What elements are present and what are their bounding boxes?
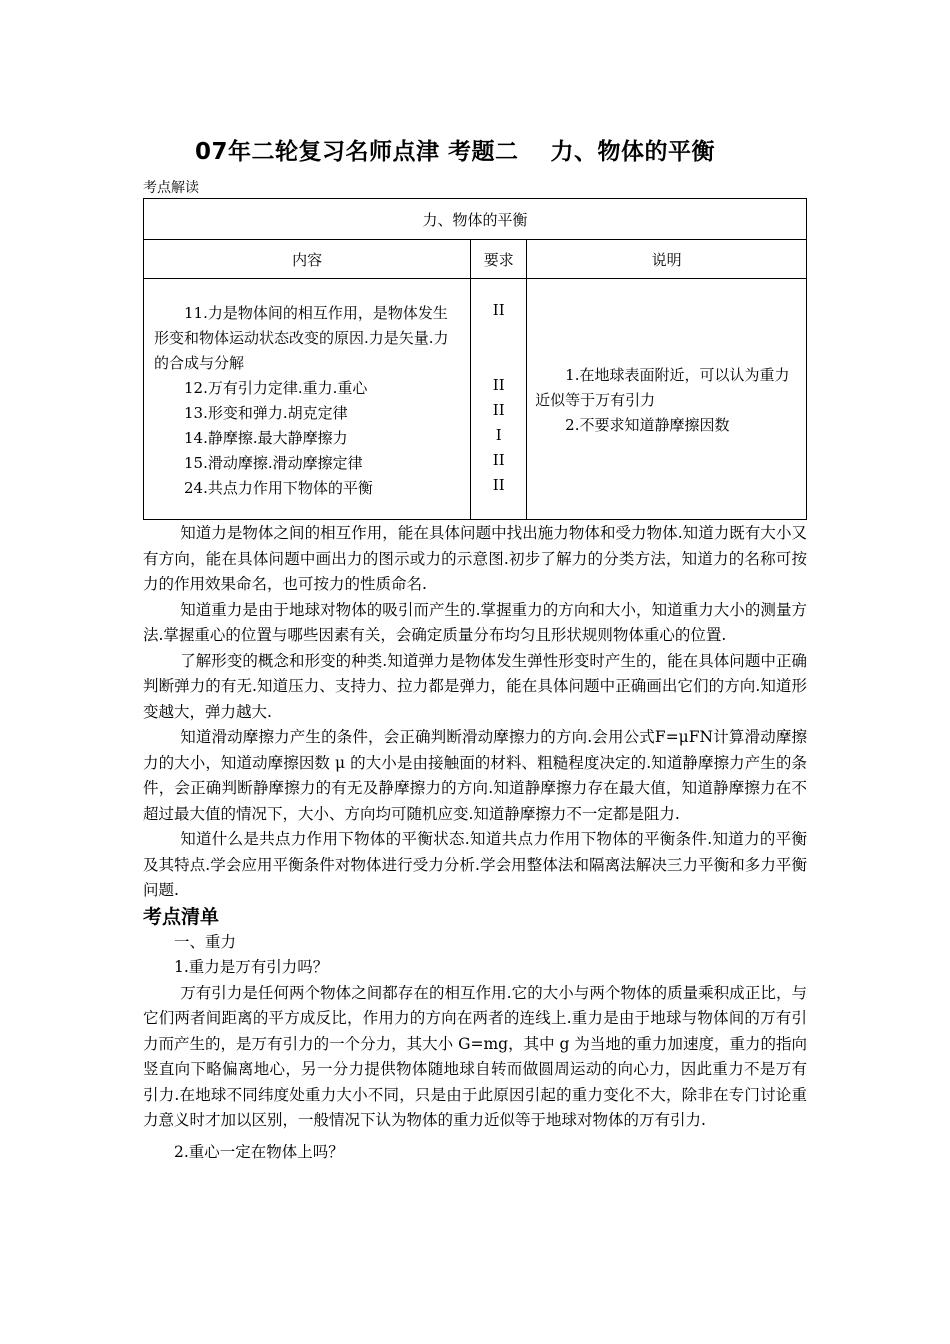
- requirement-level: I: [495, 426, 502, 444]
- content-item: 14.静摩擦.最大静摩擦力: [184, 429, 348, 447]
- checklist-heading: 考点清单: [143, 905, 220, 928]
- requirement-level: II: [492, 476, 505, 494]
- paragraph-friction: 知道滑动摩擦力产生的条件，会正确判断滑动摩擦力的方向.会用公式F=μFN计算滑动摩擦力的大小，知道动摩擦因数 μ 的大小是由接触面的材料、粗糙程度决定的.知道静摩擦力产生的条件，会正确判断静摩擦力的有无及静摩擦力的方向.知道静摩擦力存在最大值，知道静摩擦力在不超过最大值的情况下，大小、方向均可随机应变.知道静摩擦力不一定都是阻力.: [143, 728, 807, 823]
- content-item: 13.形变和弹力.胡克定律: [184, 404, 348, 422]
- question-1: 1.重力是万有引力吗？: [174, 958, 329, 976]
- table-caption: 力、物体的平衡: [144, 199, 807, 240]
- requirement-level: II: [492, 401, 505, 419]
- content-cell: [144, 279, 471, 520]
- main-text: [143, 521, 807, 1165]
- content-item: 12.万有引力定律.重力.重心: [184, 379, 368, 397]
- section-label: 考点解读: [143, 180, 199, 196]
- requirement-level: II: [492, 451, 505, 469]
- paragraph-force: 知道力是物体之间的相互作用，能在具体问题中找出施力物体和受力物体.知道力既有大小又有方向，能在具体问题中画出力的图示或力的示意图.初步了解力的分类方法，知道力的名称可按力的作用效果命名，也可按力的性质命名.: [143, 524, 807, 593]
- section-heading: 一、重力: [174, 932, 237, 951]
- requirement-level: II: [492, 301, 505, 319]
- content-item: 11.力是物体间的相互作用，是物体发生形变和物体运动状态改变的原因.力是矢量.力的合成与分解: [154, 304, 449, 372]
- requirement-cell: [471, 279, 527, 520]
- syllabus-table: [143, 198, 807, 520]
- page-title: 07年二轮复习名师点津 考题二 力、物体的平衡: [194, 139, 716, 165]
- answer-1: 万有引力是任何两个物体之间都存在的相互作用.它的大小与两个物体的质量乘积成正比，与它们两者间距离的平方成反比，作用力的方向在两者的连线上.重力是由于地球与物体间的万有引力而产生的，是万有引力的一个分力，其大小 G=mg，其中 g 为当地的重力加速度，重力的指向竖直向下略偏离地心，另一分力提供物体随地球自转而做圆周运动的向心力，因此重力不是万有引力.在地球不同纬度处重力大小不同，只是由于此原因引起的重力变化不大，除非在专门讨论重力意义时才加以区别，一般情况下认为物体的重力近似等于地球对物体的万有引力.: [143, 983, 807, 1129]
- paragraph-equilibrium: 知道什么是共点力作用下物体的平衡状态.知道共点力作用下物体的平衡条件.知道力的平衡及其特点.学会应用平衡条件对物体进行受力分析.学会用整体法和隔离法解决三力平衡和多力平衡问题.: [143, 830, 807, 899]
- content-item: 24.共点力作用下物体的平衡: [184, 479, 373, 497]
- requirement-level: II: [492, 376, 505, 394]
- header-notes: 说明: [527, 240, 807, 279]
- notes-cell: [527, 279, 807, 520]
- header-content: 内容: [144, 240, 471, 279]
- question-2: 2.重心一定在物体上吗？: [174, 1142, 344, 1161]
- note-item: 2.不要求知道静摩擦因数: [565, 416, 730, 434]
- header-requirement: 要求: [471, 240, 527, 279]
- content-item: 15.滑动摩擦.滑动摩擦定律: [184, 454, 363, 472]
- paragraph-gravity: 知道重力是由于地球对物体的吸引而产生的.掌握重力的方向和大小，知道重力大小的测量方法.掌握重心的位置与哪些因素有关，会确定质量分布均匀且形状规则物体重心的位置.: [143, 600, 807, 644]
- note-item: 1.在地球表面附近，可以认为重力近似等于万有引力: [535, 366, 790, 409]
- paragraph-elastic: 了解形变的概念和形变的种类.知道弹力是物体发生弹性形变时产生的，能在具体问题中正确判断弹力的有无.知道压力、支持力、拉力都是弹力，能在具体问题中正确画出它们的方向.知道形变越大，弹力越大.: [143, 651, 807, 721]
